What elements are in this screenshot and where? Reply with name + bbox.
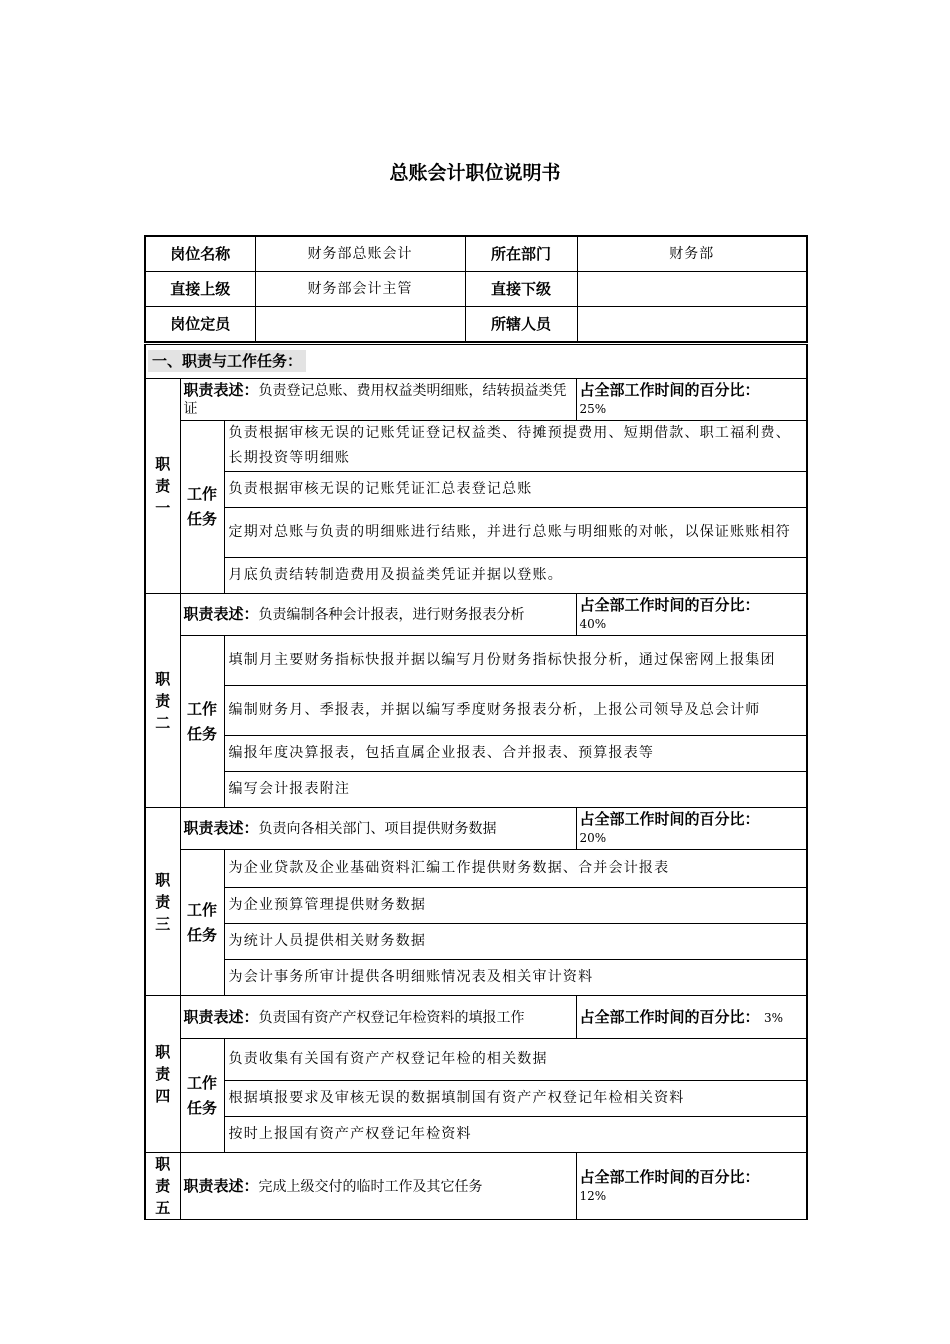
duty-label: 职 责 四 <box>145 996 180 1153</box>
task-row <box>145 1081 807 1117</box>
task-item: 按时上报国有资产产权登记年检资料 <box>224 1117 807 1153</box>
page-title: 总账会计职位说明书 <box>389 162 561 184</box>
position-info-table <box>144 235 808 343</box>
task-item: 月底负责结转制造费用及损益类凭证并据以登账。 <box>224 558 807 594</box>
task-item: 填制月主要财务指标快报并据以编写月份财务指标快报分析，通过保密网上报集团 <box>224 636 807 686</box>
field-label: 岗位定员 <box>145 307 255 343</box>
field-value: 财务部会计主管 <box>255 272 465 307</box>
duty-desc-row <box>145 808 807 850</box>
duties-table <box>144 344 808 1220</box>
task-label: 工作 任务 <box>180 421 224 594</box>
task-label: 工作 任务 <box>180 1039 224 1153</box>
task-item: 为会计事务所审计提供各明细账情况表及相关审计资料 <box>224 960 807 996</box>
duty-description: 职责表述：完成上级交付的临时工作及其它任务 <box>180 1153 576 1220</box>
time-percentage: 占全部工作时间的百分比： 20% <box>576 808 807 850</box>
duty-description: 职责表述：负责编制各种会计报表，进行财务报表分析 <box>180 594 576 636</box>
task-row <box>145 850 807 888</box>
task-item: 编写会计报表附注 <box>224 772 807 808</box>
task-item: 定期对总账与负责的明细账进行结账，并进行总账与明细账的对帐，以保证账账相符 <box>224 508 807 558</box>
duty-description: 职责表述：负责向各相关部门、项目提供财务数据 <box>180 808 576 850</box>
task-row <box>145 888 807 924</box>
time-percentage: 占全部工作时间的百分比： 12% <box>576 1153 807 1220</box>
time-percentage: 占全部工作时间的百分比： 3% <box>576 996 807 1039</box>
table-row <box>145 236 807 272</box>
time-percentage: 占全部工作时间的百分比： 25% <box>576 379 807 421</box>
duty-label: 职 责 三 <box>145 808 180 996</box>
field-value: 财务部总账会计 <box>255 236 465 272</box>
duty-desc-row <box>145 379 807 421</box>
section-row <box>145 345 807 379</box>
task-row <box>145 736 807 772</box>
task-row <box>145 472 807 508</box>
task-row <box>145 960 807 996</box>
duty-desc-row <box>145 996 807 1039</box>
task-row <box>145 1039 807 1081</box>
table-row <box>145 272 807 307</box>
field-value <box>577 307 807 343</box>
task-item: 负责收集有关国有资产产权登记年检的相关数据 <box>224 1039 807 1081</box>
task-item: 为企业贷款及企业基础资料汇编工作提供财务数据、合并会计报表 <box>224 850 807 888</box>
task-item: 负责根据审核无误的记账凭证汇总表登记总账 <box>224 472 807 508</box>
field-label: 直接上级 <box>145 272 255 307</box>
task-row <box>145 636 807 686</box>
task-row <box>145 686 807 736</box>
task-item: 为统计人员提供相关财务数据 <box>224 924 807 960</box>
field-label: 直接下级 <box>465 272 577 307</box>
field-label: 所辖人员 <box>465 307 577 343</box>
field-value <box>577 272 807 307</box>
task-row <box>145 508 807 558</box>
duty-desc-row <box>145 1153 807 1220</box>
section-title: 一、职责与工作任务： <box>148 350 306 372</box>
task-row <box>145 558 807 594</box>
duty-label: 职 责 一 <box>145 379 180 594</box>
field-label: 所在部门 <box>465 236 577 272</box>
task-item: 为企业预算管理提供财务数据 <box>224 888 807 924</box>
task-item: 编报年度决算报表，包括直属企业报表、合并报表、预算报表等 <box>224 736 807 772</box>
task-item: 编制财务月、季报表，并据以编写季度财务报表分析，上报公司领导及总会计师 <box>224 686 807 736</box>
task-label: 工作 任务 <box>180 850 224 996</box>
task-row <box>145 772 807 808</box>
task-row <box>145 1117 807 1153</box>
field-value <box>255 307 465 343</box>
field-value: 财务部 <box>577 236 807 272</box>
task-row <box>145 421 807 472</box>
duty-description: 职责表述：负责国有资产产权登记年检资料的填报工作 <box>180 996 576 1039</box>
task-item: 负责根据审核无误的记账凭证登记权益类、待摊预提费用、短期借款、职工福利费、长期投资等明细账 <box>224 421 807 472</box>
duty-desc-row <box>145 594 807 636</box>
duty-description: 职责表述：负责登记总账、费用权益类明细账，结转损益类凭证 <box>180 379 576 421</box>
duty-label: 职 责 五 <box>145 1153 180 1220</box>
table-row <box>145 307 807 343</box>
duty-label: 职 责 二 <box>145 594 180 808</box>
field-label: 岗位名称 <box>145 236 255 272</box>
task-row <box>145 924 807 960</box>
task-item: 根据填报要求及审核无误的数据填制国有资产产权登记年检相关资料 <box>224 1081 807 1117</box>
task-label: 工作 任务 <box>180 636 224 808</box>
time-percentage: 占全部工作时间的百分比： 40% <box>576 594 807 636</box>
